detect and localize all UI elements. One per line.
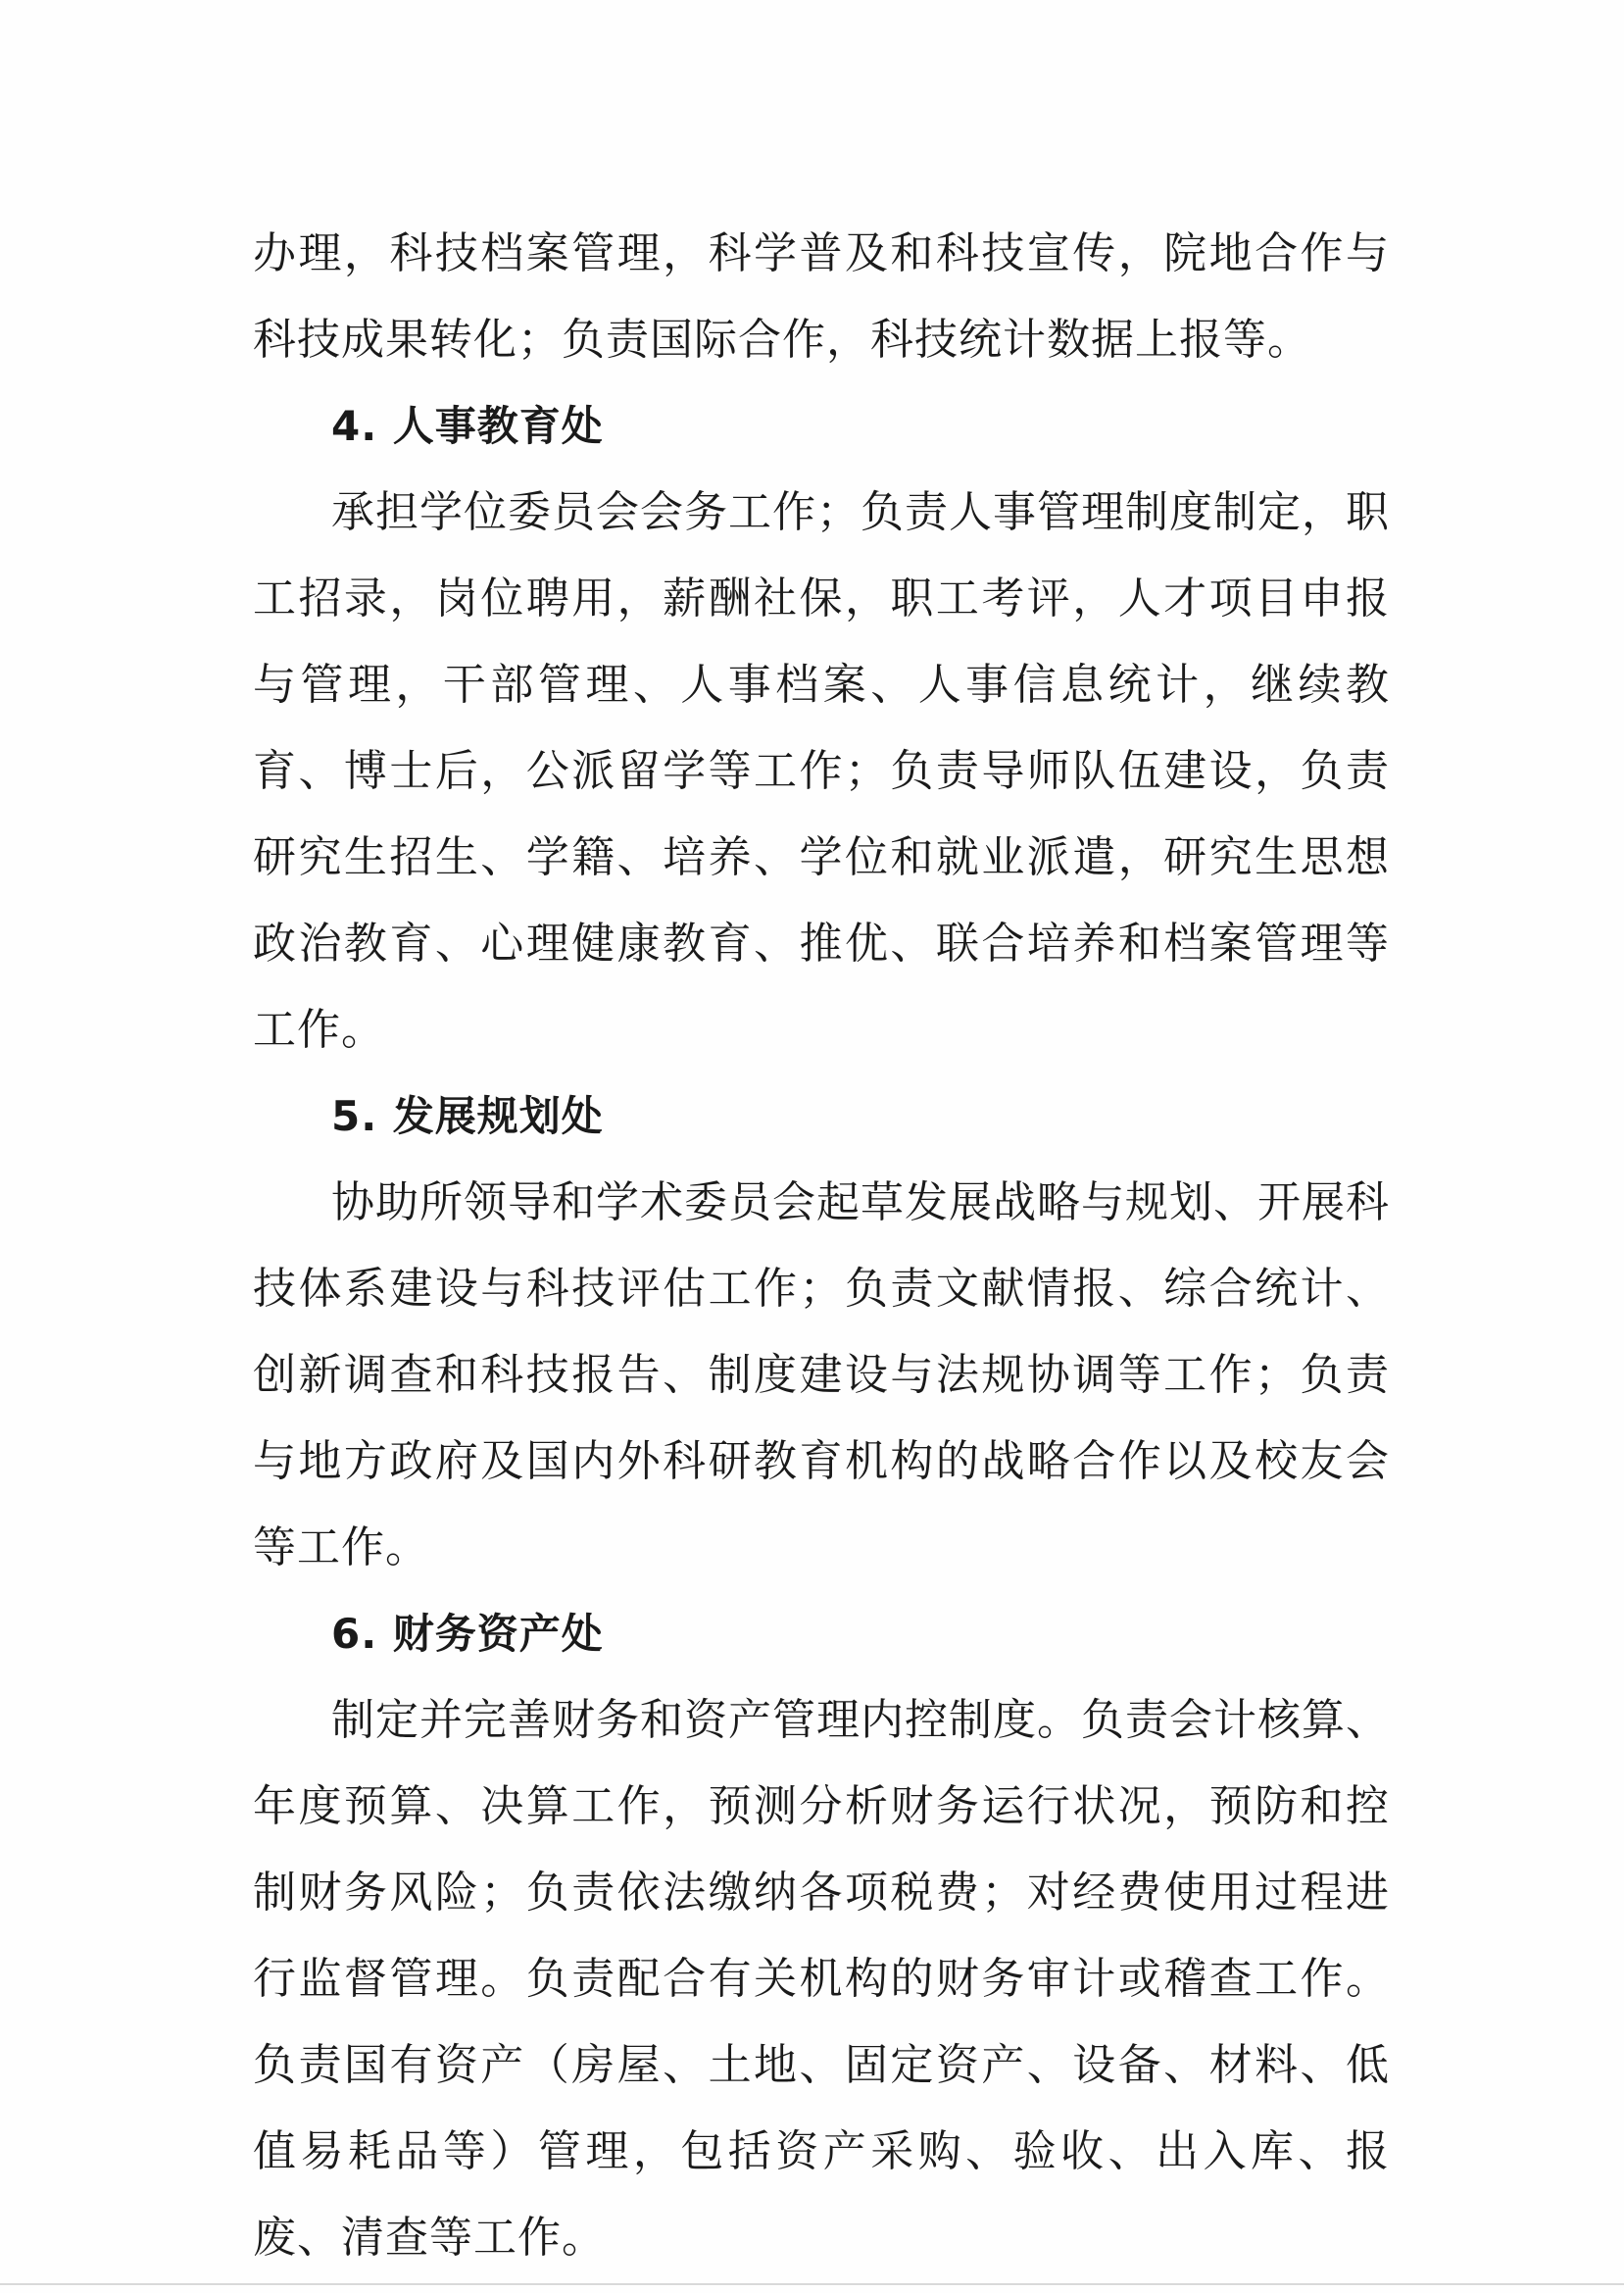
page-bottom-edge [0,2283,1624,2285]
section-body-personnel-education: 承担学位委员会会务工作；负责人事管理制度制定，职工招录，岗位聘用，薪酬社保，职工考评，人才项目申报与管理，干部管理、人事档案、人事信息统计，继续教育、博士后，公派留学等工作；负责导师队伍建设，负责研究生招生、学籍、培养、学位和就业派遣，研究生思想政治教育、心理健康教育、推优、联合培养和档案管理等工作。 [253,487,1390,1055]
section-heading-finance-assets: 6. 财务资产处 [331,1610,604,1658]
section-body-finance-assets: 制定并完善财务和资产管理内控制度。负责会计核算、年度预算、决算工作，预测分析财务运行状况，预防和控制财务风险；负责依法缴纳各项税费；对经费使用过程进行监督管理。负责配合有关机构的财务审计或稽查工作。负责国有资产（房屋、土地、固定资产、设备、材料、低值易耗品等）管理，包括资产采购、验收、出入库、报废、清查等工作。 [253,1695,1390,2263]
document-body [253,211,1390,2281]
section-heading-personnel-education: 4. 人事教育处 [331,402,604,450]
intro-paragraph: 办理，科技档案管理，科学普及和科技宣传，院地合作与科技成果转化；负责国际合作，科技统计数据上报等。 [253,228,1390,365]
section-heading-development-planning: 5. 发展规划处 [331,1092,604,1140]
section-body-development-planning: 协助所领导和学术委员会起草发展战略与规划、开展科技体系建设与科技评估工作；负责文献情报、综合统计、创新调查和科技报告、制度建设与法规协调等工作；负责与地方政府及国内外科研教育机构的战略合作以及校友会等工作。 [253,1177,1390,1572]
